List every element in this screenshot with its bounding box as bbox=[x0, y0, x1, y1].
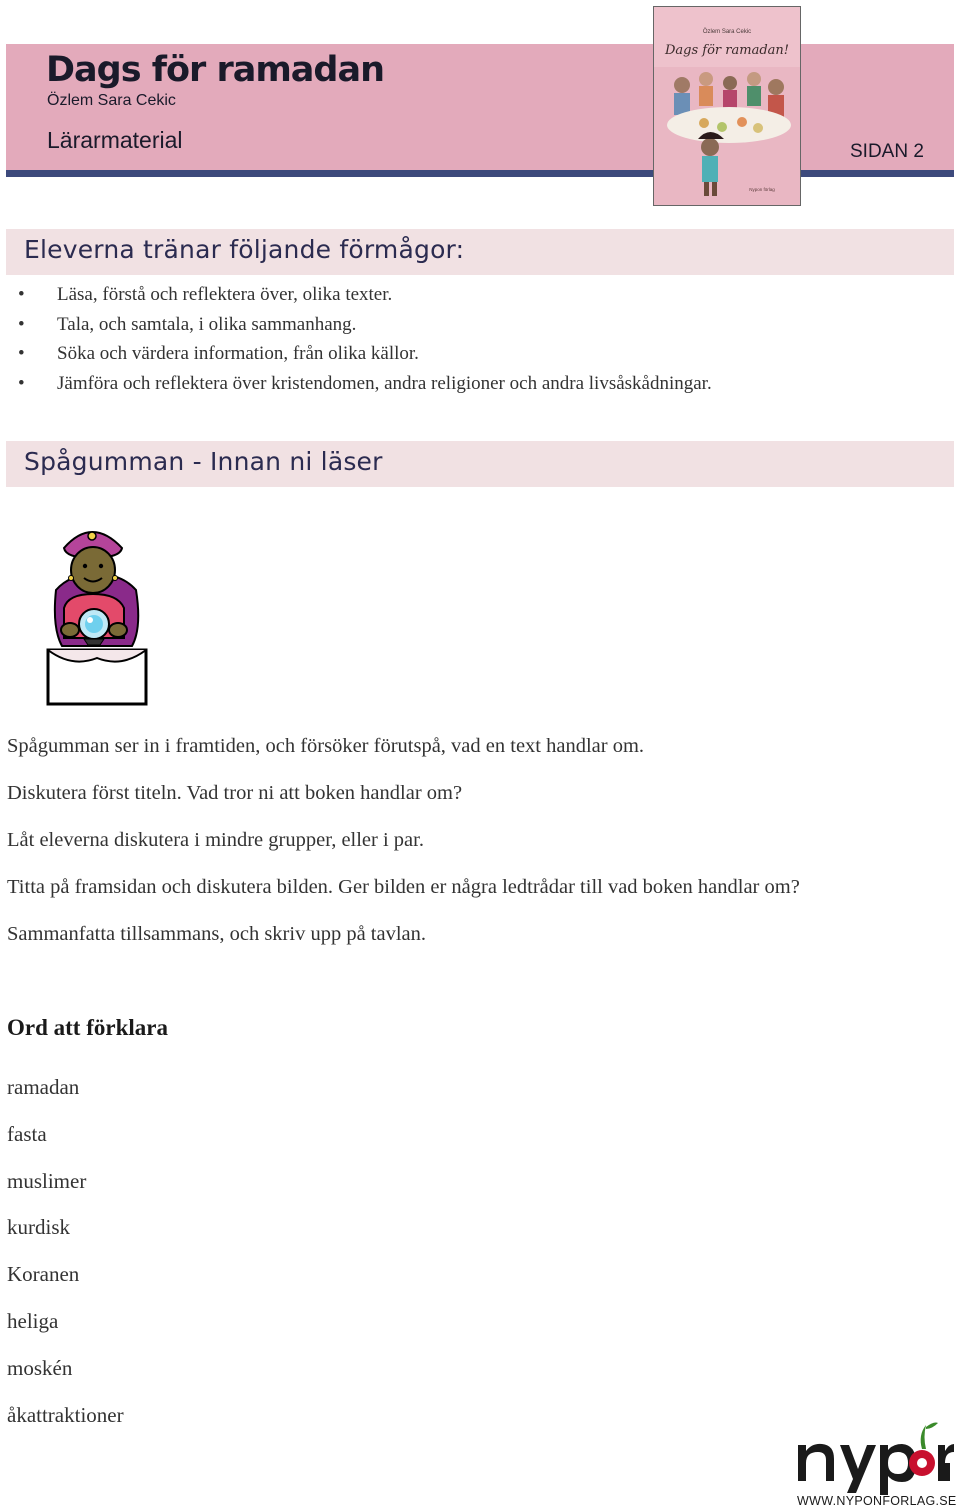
fortune-paragraph: Diskutera först titeln. Vad tror ni att boken handlar om? bbox=[7, 782, 463, 804]
list-item: fasta bbox=[7, 1121, 47, 1146]
vocabulary-heading: Ord att förklara bbox=[7, 1015, 168, 1040]
fortune-paragraph: Låt eleverna diskutera i mindre grupper, eller i par. bbox=[7, 829, 424, 851]
cover-title: Dags för ramadan! bbox=[665, 43, 789, 58]
list-item: moskén bbox=[7, 1355, 73, 1380]
list-item: kurdisk bbox=[7, 1215, 70, 1240]
page-number: SIDAN 2 bbox=[850, 141, 924, 162]
skills-heading: Eleverna tränar följande förmågor: bbox=[24, 235, 465, 264]
book-cover-image bbox=[653, 6, 801, 206]
fortune-paragraph: Titta på framsidan och diskutera bilden. Ger bilden er några ledtrådar till vad boken handlar om? bbox=[7, 876, 800, 898]
material-label: Lärarmaterial bbox=[47, 127, 183, 153]
list-item: • Läsa, förstå och reflektera över, olika texter. bbox=[18, 282, 712, 312]
fortune-paragraph: Spågumman ser in i framtiden, och försöker förutspå, vad en text handlar om. bbox=[7, 735, 645, 757]
fortune-heading: Spågumman - Innan ni läser bbox=[24, 447, 383, 476]
list-item: • Söka och värdera information, från olika källor. bbox=[18, 341, 712, 371]
fortune-teller-image bbox=[42, 518, 152, 708]
skills-list bbox=[18, 282, 712, 400]
cover-publisher: Nypon förlag bbox=[749, 187, 775, 192]
list-item: ramadan bbox=[7, 1075, 80, 1099]
list-item: Koranen bbox=[7, 1262, 80, 1287]
publisher-url: WWW.NYPONFORLAG.SE bbox=[797, 1494, 957, 1508]
cover-author: Özlem Sara Cekic bbox=[702, 29, 752, 35]
list-item: • Tala, och samtala, i olika sammanhang. bbox=[18, 312, 712, 342]
fortune-paragraph: Sammanfatta tillsammans, och skriv upp på tavlan. bbox=[7, 923, 427, 945]
book-author: Özlem Sara Cekic bbox=[47, 92, 176, 109]
list-item: åkattraktioner bbox=[7, 1402, 124, 1427]
header-rule bbox=[6, 170, 954, 177]
list-item: heliga bbox=[7, 1308, 59, 1333]
book-title: Dags för ramadan bbox=[46, 50, 385, 90]
list-item: • Jämföra och reflektera över kristendomen, andra religioner och andra livsåskådningar. bbox=[18, 371, 712, 401]
list-item: muslimer bbox=[7, 1168, 87, 1193]
vocabulary-list bbox=[7, 1073, 124, 1447]
